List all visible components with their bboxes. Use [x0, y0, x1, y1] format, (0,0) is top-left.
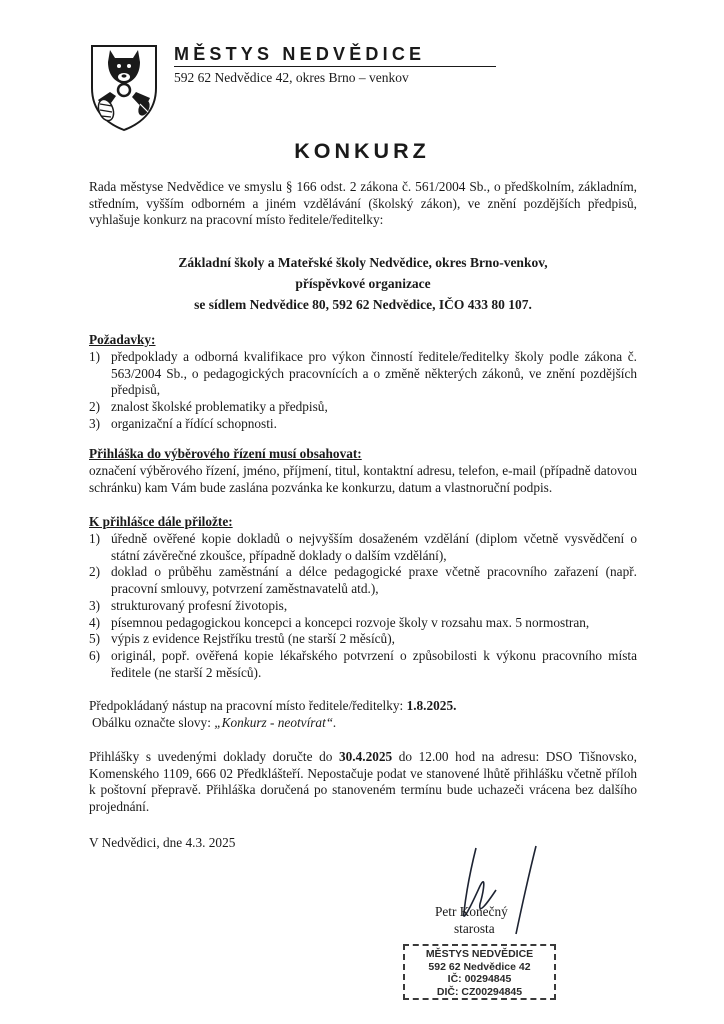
start-date: 1.8.2025. [406, 698, 457, 713]
document-title: KONKURZ [294, 139, 430, 163]
list-item: 3) organizační a řídící schopnosti. [89, 415, 277, 431]
coat-of-arms-logo [88, 40, 160, 132]
school-line-3: se sídlem Nedvědice 80, 592 62 Nedvědice, IČO 433 80 107. [194, 297, 532, 312]
list-item: 2) doklad o průběhu zaměstnání a délce pedagogické praxe včetně pracovního zařazení (např. pracovní smlouvy, potvrzení zaměstnavatelů atd.), [89, 564, 637, 597]
attachments-heading: K přihlášce dále přiložte: [89, 514, 233, 529]
delivery-paragraph: Přihlášky s uvedenými doklady doručte do 30.4.2025 do 12.00 hod na adresu: DSO Tišnovsko, Komenského 1109, 666 02 Předklášteří. Nepostačuje podat ve stanovené lhůtě přihlášku včetně příloh k poštovní přepravě. Přihláška doručená po stanoveném termínu bude uchazeči vrácena bez dalšího projednání. [89, 749, 637, 815]
signatory-name: Petr Konečný [435, 904, 508, 919]
requirements-list [89, 349, 637, 433]
list-item: 4) písemnou pedagogickou koncepci a koncepci rozvoje školy v rozsahu max. 5 normostran, [89, 614, 590, 630]
start-date-line: Předpokládaný nástup na pracovní místo ředitele/ředitelky: 1.8.2025. [89, 698, 457, 713]
signatory-role: starosta [454, 921, 495, 936]
envelope-line: Obálku označte slovy: „Konkurz - neotvírat“. [92, 715, 337, 730]
list-item: 1) úředně ověřené kopie dokladů o nejvyšším dosaženém vzdělání (diplom včetně vysvědčení o státní závěrečné zkoušce, případně doklady o dalším vzdělání), [89, 531, 637, 563]
list-item: 6) originál, popř. ověřená kopie lékařského potvrzení o způsobilosti k výkonu pracovního místa ředitele (ne starší 2 měsíců). [89, 647, 637, 680]
envelope-label: „Konkurz - neotvírat“. [214, 715, 337, 730]
school-line-2: příspěvkové organizace [295, 276, 431, 291]
place-and-date: V Nedvědici, dne 4.3. 2025 [89, 835, 236, 850]
list-item: 1) předpoklady a odborná kvalifikace pro výkon činností ředitele/ředitelky školy podle zákona č. 563/2004 Sb., o pedagogických pracovnících a o změně některých zákonů, ve znění pozdějších předpisů, [89, 349, 637, 398]
requirements-heading: Požadavky: [89, 332, 156, 347]
municipality-name: MĚSTYS NEDVĚDICE [174, 44, 496, 67]
attachments-list [89, 531, 637, 681]
application-text: označení výběrového řízení, jméno, příjmení, titul, kontaktní adresu, telefon, e-mail (případně datovou schránku) kam Vám bude zaslána pozvánka ke konkurzu, datum a vlastnoruční podpis. [89, 463, 637, 495]
application-heading: Přihláška do výběrového řízení musí obsahovat: [89, 446, 362, 461]
official-stamp: MĚSTYS NEDVĚDICE 592 62 Nedvědice 42 IČ: 00294845 DIČ: CZ00294845 [403, 944, 556, 1000]
list-item: 2) znalost školské problematiky a předpisů, [89, 399, 328, 415]
intro-paragraph: Rada městyse Nedvědice ve smyslu § 166 odst. 2 zákona č. 561/2004 Sb., o předškolním, základním, středním, vyšším odborném a jiném vzdělávání (školský zákon), ve znění pozdějších předpisů, vyhlašuje konkurz na pracovní místo ředitele/ředitelky: [89, 179, 637, 228]
school-line-1: Základní školy a Mateřské školy Nedvědice, okres Brno-venkov, [178, 255, 548, 270]
deadline-date: 30.4.2025 [339, 749, 393, 764]
municipality-address: 592 62 Nedvědice 42, okres Brno – venkov [174, 70, 409, 85]
school-name-block [89, 252, 637, 315]
list-item: 5) výpis z evidence Rejstříku trestů (ne starší 2 měsíců), [89, 631, 395, 647]
list-item: 3) strukturovaný profesní životopis, [89, 597, 288, 613]
